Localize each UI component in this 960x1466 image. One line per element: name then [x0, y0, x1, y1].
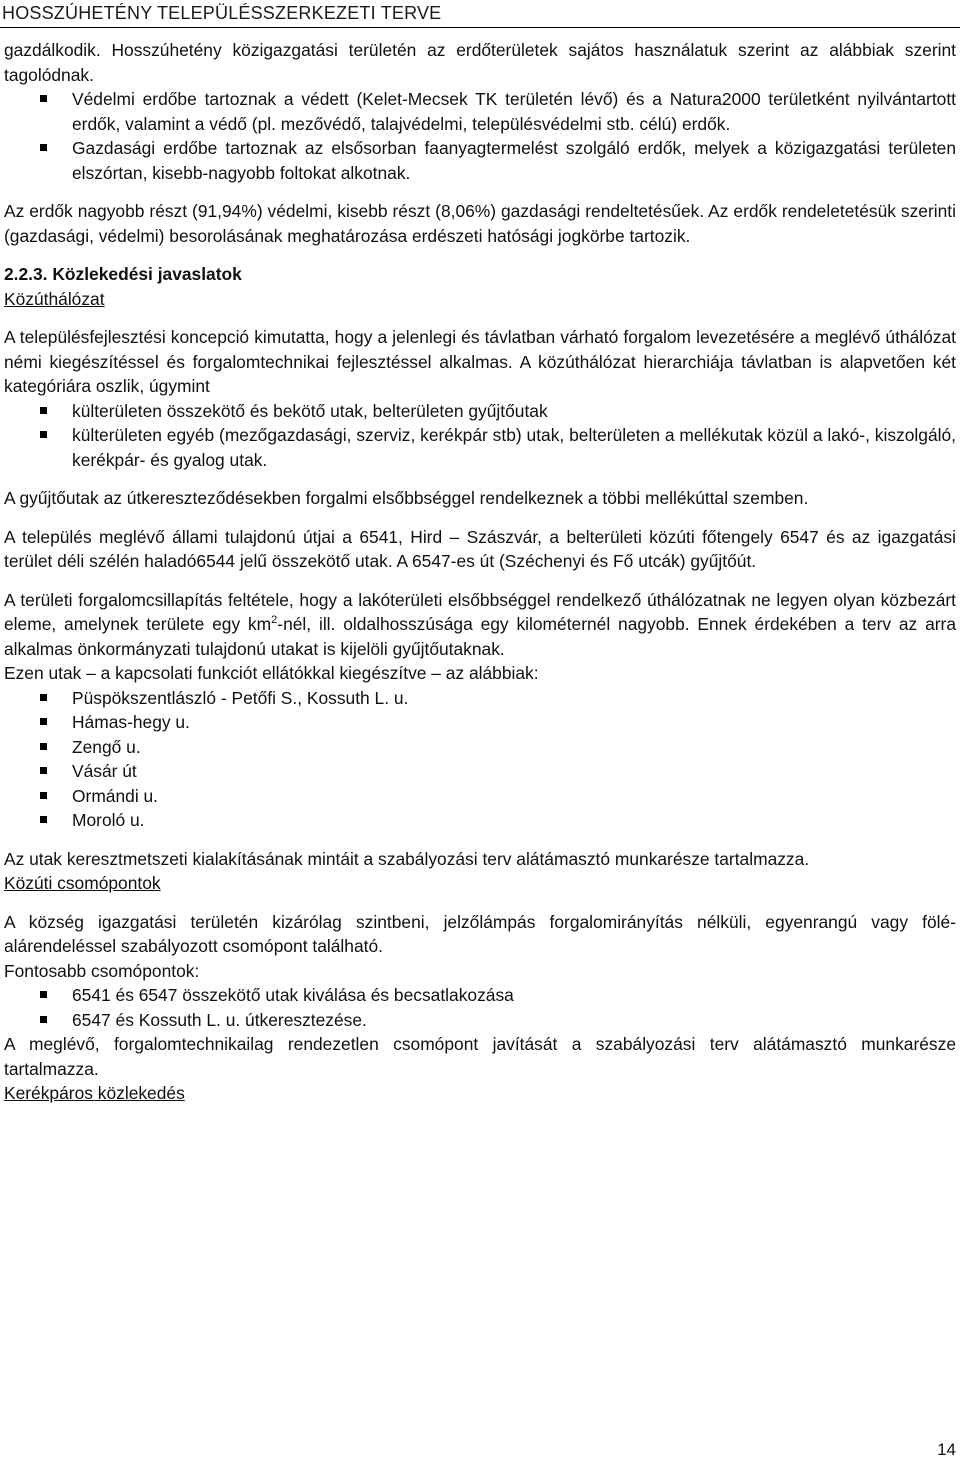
document-body: [4, 38, 956, 1106]
forest-type-list: [4, 87, 956, 185]
list-item: 6547 és Kossuth L. u. útkeresztezése.: [4, 1008, 956, 1033]
list-item: Zengő u.: [4, 735, 956, 760]
header-title: HOSSZÚHETÉNY TELEPÜLÉSSZERKEZETI TERVE: [2, 3, 442, 23]
subheading-cycling: Kerékpáros közlekedés: [4, 1083, 185, 1103]
forest-summary-paragraph: Az erdők nagyobb részt (91,94%) védelmi, kisebb részt (8,06%) gazdasági rendeltetésűek. Az erdők rendeletetésük szerinti (gazdasági, védelmi) besorolásának meghatározása erdészeti hatósági jogkörbe tartozik.: [4, 201, 956, 246]
road-hierarchy-list: [4, 399, 956, 473]
page-number: 14: [937, 1440, 956, 1459]
state-roads-paragraph: A település meglévő állami tulajdonú útjai a 6541, Hird – Szászvár, a belterületi közúti főtengely 6547 és az igazgatási terület déli szélén haladó6544 jelű összekötő utak. A 6547-es út (Széchenyi és Fő utcák) gyűjtőút.: [4, 526, 956, 571]
these-roads-paragraph: Ezen utak – a kapcsolati funkciót ellátókkal kiegészítve – az alábbiak:: [4, 663, 539, 683]
intro-paragraph: gazdálkodik. Hosszúhetény közigazgatási területén az erdőterületek sajátos használatuk szerint az alábbiak szerint tagolódnak.: [4, 40, 956, 85]
list-item: Moroló u.: [4, 808, 956, 833]
traffic-calming-text-end: -nél, ill. oldalhosszúsága egy kilométernél nagyobb. Ennek érdekében a terv az arra alkalmas önkormányzati tulajdonú utakat is kijelöli gyűjtőutaknak.: [4, 614, 957, 659]
important-junctions-label: Fontosabb csomópontok:: [4, 960, 200, 981]
junction-list: [4, 983, 956, 1032]
cross-section-paragraph: Az utak keresztmetszeti kialakításának mintáit a szabályozási terv alátámasztó munkarésze tartalmazza.: [4, 848, 810, 869]
list-item: Ormándi u.: [4, 784, 956, 809]
traffic-calming-paragraph: [4, 588, 956, 662]
page-header: [0, 0, 960, 28]
list-item: Hámas-hegy u.: [4, 710, 956, 735]
subheading-road-network: Közúthálózat: [4, 288, 105, 309]
list-item: Védelmi erdőbe tartoznak a védett (Kelet-Mecsek TK területén lévő) és a Natura2000 területként nyilvántartott erdők, valamint a védő (pl. mezővédő, talajvédelmi, településvédelmi stb. célú) erdők.: [4, 87, 956, 136]
collector-roads-paragraph: A gyűjtőutak az útkereszteződésekben forgalmi elsőbbséggel rendelkeznek a többi mellékúttal szemben.: [4, 488, 809, 508]
road-network-paragraph: A településfejlesztési koncepció kimutatta, hogy a jelenlegi és távlatban várható forgalom levezetésére a meglévő úthálózat némi kiegészítéssel és forgalomtechnikai fejlesztéssel alkalmas. A közúthálózat hierarchiája távlatban is alapvetően két kategóriára oszlik, úgymint: [4, 327, 956, 396]
list-item: 6541 és 6547 összekötő utak kiválása és becsatlakozása: [4, 983, 956, 1008]
section-title: 2.2.3. Közlekedési javaslatok: [4, 264, 242, 284]
list-item: külterületen összekötő és bekötő utak, belterületen gyűjtőutak: [4, 399, 956, 424]
list-item: Püspökszentlászló - Petőfi S., Kossuth L. u.: [4, 686, 956, 711]
junction-improvement-paragraph: A meglévő, forgalomtechnikailag rendezetlen csomópont javítását a szabályozási terv alátámasztó munkarésze tartalmazza.: [4, 1034, 956, 1079]
list-item: külterületen egyéb (mezőgazdasági, szerviz, kerékpár stb) utak, belterületen a mellékutak közül a lakó-, kiszolgáló, kerékpár- és gyalog utak.: [4, 423, 956, 472]
subheading-junctions: Közúti csomópontok: [4, 873, 161, 893]
list-item: Gazdasági erdőbe tartoznak az elsősorban faanyagtermelést szolgáló erdők, melyek a közigazgatási területen elszórtan, kisebb-nagyobb foltokat alkotnak.: [4, 136, 956, 185]
street-list: [4, 686, 956, 833]
list-item: Vásár út: [4, 759, 956, 784]
traffic-calming-text-start: A területi forgalomcsillapítás feltétele, hogy a lakóterületi elsőbbséggel rendelkező úthálózatnak ne legyen olyan közbezárt eleme, amelynek területe egy km: [4, 589, 956, 634]
junctions-paragraph: A község igazgatási területén kizárólag szintbeni, jelzőlámpás forgalomirányítás nélküli, egyenrangú vagy fölé-alárendeléssel szabályozott csomópont található.: [4, 911, 956, 956]
superscript-exponent: 2: [271, 614, 278, 627]
